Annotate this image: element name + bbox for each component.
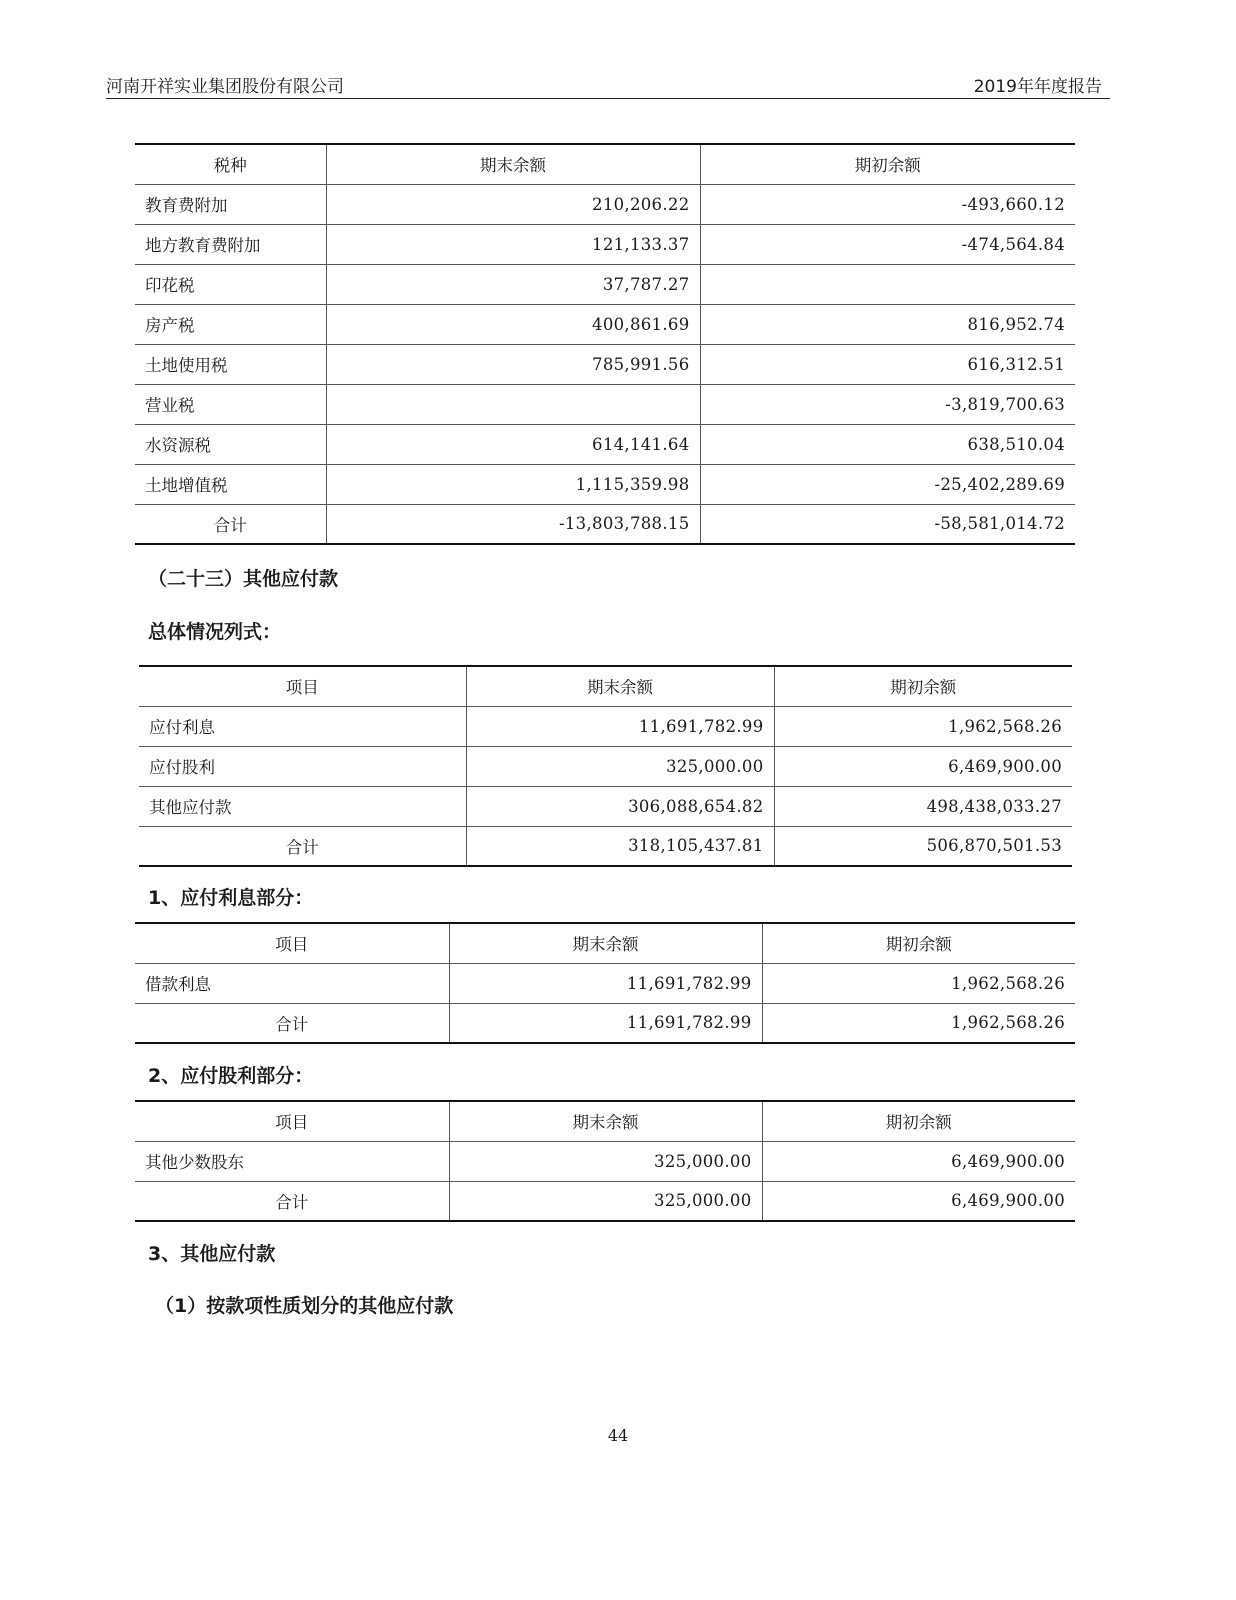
header-cell: 税种 (135, 144, 326, 184)
table-header-row (139, 666, 1072, 706)
section-subtitle: （1）按款项性质划分的其他应付款 (155, 1295, 454, 1317)
header-cell: 期初余额 (762, 923, 1075, 963)
ending-balance: 37,787.27 (326, 264, 700, 304)
table-header-row (135, 1101, 1075, 1141)
opening-balance: -493,660.12 (700, 184, 1075, 224)
header-cell: 项目 (135, 923, 449, 963)
ending-balance: 614,141.64 (326, 424, 700, 464)
dividend-table (135, 1100, 1075, 1222)
ending-balance: 325,000.00 (449, 1141, 762, 1181)
row-label: 合计 (135, 1181, 449, 1221)
opening-balance: 616,312.51 (700, 344, 1075, 384)
ending-balance: 121,133.37 (326, 224, 700, 264)
table-row (139, 786, 1072, 826)
row-label: 土地使用税 (135, 344, 326, 384)
page-header (106, 72, 1110, 99)
table-row (135, 424, 1075, 464)
table-row (135, 384, 1075, 424)
company-name: 河南开祥实业集团股份有限公司 (106, 77, 344, 97)
section-title: （二十三）其他应付款 (148, 568, 339, 590)
row-label: 借款利息 (135, 963, 449, 1003)
page-number: 44 (607, 1426, 629, 1445)
table-row (135, 1141, 1075, 1181)
section-title: 3、其他应付款 (148, 1243, 276, 1265)
table-header-row (135, 923, 1075, 963)
ending-balance: 11,691,782.99 (449, 1003, 762, 1043)
table-row (135, 963, 1075, 1003)
opening-balance: 6,469,900.00 (762, 1181, 1075, 1221)
row-label: 合计 (139, 826, 466, 866)
ending-balance: 11,691,782.99 (449, 963, 762, 1003)
total-row (139, 826, 1072, 866)
ending-balance: 785,991.56 (326, 344, 700, 384)
ending-balance: 11,691,782.99 (466, 706, 774, 746)
row-label: 应付股利 (139, 746, 466, 786)
header-cell: 项目 (135, 1101, 449, 1141)
row-label: 合计 (135, 1003, 449, 1043)
tax-table (135, 143, 1075, 545)
ending-balance: 325,000.00 (449, 1181, 762, 1221)
opening-balance (700, 264, 1075, 304)
interest-table (135, 922, 1075, 1044)
header-cell: 期末余额 (326, 144, 700, 184)
header-cell: 期末余额 (449, 1101, 762, 1141)
row-label: 土地增值税 (135, 464, 326, 504)
ending-balance: 1,115,359.98 (326, 464, 700, 504)
ending-balance (326, 384, 700, 424)
section-subtitle: 总体情况列式： (148, 621, 282, 643)
row-label: 应付利息 (139, 706, 466, 746)
row-label: 教育费附加 (135, 184, 326, 224)
table-row (135, 464, 1075, 504)
ending-balance: 210,206.22 (326, 184, 700, 224)
row-label: 其他应付款 (139, 786, 466, 826)
opening-balance: 1,962,568.26 (774, 706, 1072, 746)
total-row (135, 1181, 1075, 1221)
opening-balance: 638,510.04 (700, 424, 1075, 464)
section-title: 2、应付股利部分： (148, 1065, 314, 1087)
row-label: 水资源税 (135, 424, 326, 464)
table-row (135, 344, 1075, 384)
header-cell: 期初余额 (700, 144, 1075, 184)
row-label: 地方教育费附加 (135, 224, 326, 264)
ending-balance: 325,000.00 (466, 746, 774, 786)
opening-balance: 506,870,501.53 (774, 826, 1072, 866)
table-row (139, 706, 1072, 746)
opening-balance: -474,564.84 (700, 224, 1075, 264)
total-row (135, 1003, 1075, 1043)
row-label: 合计 (135, 504, 326, 544)
header-cell: 期初余额 (762, 1101, 1075, 1141)
header-cell: 期初余额 (774, 666, 1072, 706)
opening-balance: -25,402,289.69 (700, 464, 1075, 504)
header-cell: 项目 (139, 666, 466, 706)
table-row (135, 304, 1075, 344)
opening-balance: 6,469,900.00 (762, 1141, 1075, 1181)
header-cell: 期末余额 (449, 923, 762, 963)
total-row (135, 504, 1075, 544)
opening-balance: 498,438,033.27 (774, 786, 1072, 826)
table-row (135, 224, 1075, 264)
opening-balance: -58,581,014.72 (700, 504, 1075, 544)
row-label: 印花税 (135, 264, 326, 304)
row-label: 房产税 (135, 304, 326, 344)
table-row (135, 264, 1075, 304)
report-title: 2019年年度报告 (973, 77, 1102, 97)
header-cell: 期末余额 (466, 666, 774, 706)
ending-balance: 318,105,437.81 (466, 826, 774, 866)
ending-balance: 306,088,654.82 (466, 786, 774, 826)
opening-balance: -3,819,700.63 (700, 384, 1075, 424)
table-header-row (135, 144, 1075, 184)
opening-balance: 6,469,900.00 (774, 746, 1072, 786)
opening-balance: 816,952.74 (700, 304, 1075, 344)
row-label: 营业税 (135, 384, 326, 424)
section-title: 1、应付利息部分： (148, 887, 314, 909)
overall-table (139, 665, 1072, 867)
opening-balance: 1,962,568.26 (762, 1003, 1075, 1043)
ending-balance: 400,861.69 (326, 304, 700, 344)
table-row (135, 184, 1075, 224)
ending-balance: -13,803,788.15 (326, 504, 700, 544)
table-row (139, 746, 1072, 786)
opening-balance: 1,962,568.26 (762, 963, 1075, 1003)
row-label: 其他少数股东 (135, 1141, 449, 1181)
